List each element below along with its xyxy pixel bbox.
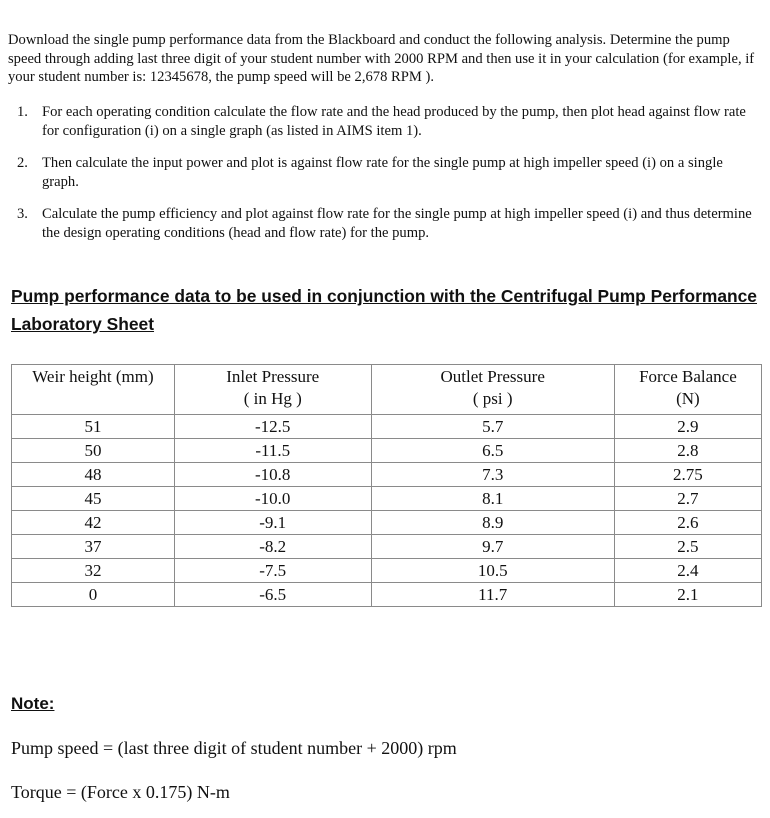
cell-force-balance: 2.7 — [614, 487, 761, 511]
section-title: Pump performance data to be used in conjunction with the Centrifugal Pump Performance Laboratory Sheet — [11, 286, 757, 334]
cell-outlet-pressure: 5.7 — [371, 415, 614, 439]
header-line: Inlet Pressure — [226, 367, 320, 386]
cell-weir-height: 50 — [12, 439, 175, 463]
cell-weir-height: 32 — [12, 559, 175, 583]
list-item-text: Calculate the pump efficiency and plot against flow rate for the single pump at high impeller speed (i) and thus determine the design operating conditions (head and flow rate) for the pump. — [42, 206, 752, 241]
table-row — [12, 535, 762, 559]
cell-force-balance: 2.8 — [614, 439, 761, 463]
cell-force-balance: 2.9 — [614, 415, 761, 439]
list-item-text: Then calculate the input power and plot is against flow rate for the single pump at high impeller speed (i) on a single graph. — [42, 155, 723, 190]
list-item — [0, 103, 760, 140]
cell-force-balance: 2.4 — [614, 559, 761, 583]
note-label: Note: — [11, 694, 55, 713]
cell-inlet-pressure: -9.1 — [174, 511, 371, 535]
intro-paragraph: Download the single pump performance data from the Blackboard and conduct the following analysis. Determine the pump speed through adding last three digit of your student number with 2000 RPM and then use it in your calculation (for example, if your student number is: 12345678, the pump speed will be 2,678 RPM ). — [8, 32, 755, 86]
cell-outlet-pressure: 8.1 — [371, 487, 614, 511]
cell-weir-height: 45 — [12, 487, 175, 511]
list-item-number: 3. — [17, 206, 28, 223]
table-header-row — [12, 365, 762, 415]
cell-outlet-pressure: 11.7 — [371, 583, 614, 607]
table-row — [12, 511, 762, 535]
cell-outlet-pressure: 6.5 — [371, 439, 614, 463]
cell-weir-height: 37 — [12, 535, 175, 559]
cell-inlet-pressure: -10.8 — [174, 463, 371, 487]
table-row — [12, 487, 762, 511]
table-row — [12, 415, 762, 439]
task-list — [0, 103, 760, 257]
header-weir-height — [12, 365, 175, 415]
torque-formula: Torque = (Force x 0.175) N-m — [11, 782, 230, 802]
table-row — [12, 463, 762, 487]
cell-force-balance: 2.6 — [614, 511, 761, 535]
cell-inlet-pressure: -11.5 — [174, 439, 371, 463]
cell-outlet-pressure: 10.5 — [371, 559, 614, 583]
table-row — [12, 559, 762, 583]
header-outlet-pressure — [371, 365, 614, 415]
pump-speed-formula: Pump speed = (last three digit of student number + 2000) rpm — [11, 738, 457, 758]
header-inlet-pressure — [174, 365, 371, 415]
cell-outlet-pressure: 9.7 — [371, 535, 614, 559]
header-force-balance — [614, 365, 761, 415]
header-unit: ( psi ) — [472, 389, 513, 408]
cell-outlet-pressure: 8.9 — [371, 511, 614, 535]
list-item-text: For each operating condition calculate the flow rate and the head produced by the pump, then plot head against flow rate for configuration (i) on a single graph (as listed in AIMS item 1). — [42, 104, 746, 139]
cell-inlet-pressure: -10.0 — [174, 487, 371, 511]
table-row — [12, 583, 762, 607]
cell-weir-height: 48 — [12, 463, 175, 487]
cell-inlet-pressure: -6.5 — [174, 583, 371, 607]
pump-data-table — [11, 364, 762, 607]
list-item-number: 2. — [17, 155, 28, 172]
list-item-number: 1. — [17, 104, 28, 120]
header-line: Weir height (mm) — [32, 367, 154, 386]
cell-force-balance: 2.75 — [614, 463, 761, 487]
cell-inlet-pressure: -7.5 — [174, 559, 371, 583]
header-line: Outlet Pressure — [440, 367, 545, 386]
list-item — [0, 154, 760, 191]
list-item — [0, 205, 760, 242]
cell-weir-height: 42 — [12, 511, 175, 535]
cell-force-balance: 2.1 — [614, 583, 761, 607]
header-unit: ( in Hg ) — [243, 389, 302, 408]
cell-inlet-pressure: -8.2 — [174, 535, 371, 559]
cell-force-balance: 2.5 — [614, 535, 761, 559]
cell-weir-height: 51 — [12, 415, 175, 439]
cell-inlet-pressure: -12.5 — [174, 415, 371, 439]
header-unit: (N) — [676, 389, 700, 408]
header-line: Force Balance — [639, 367, 737, 386]
cell-outlet-pressure: 7.3 — [371, 463, 614, 487]
table-row — [12, 439, 762, 463]
cell-weir-height: 0 — [12, 583, 175, 607]
